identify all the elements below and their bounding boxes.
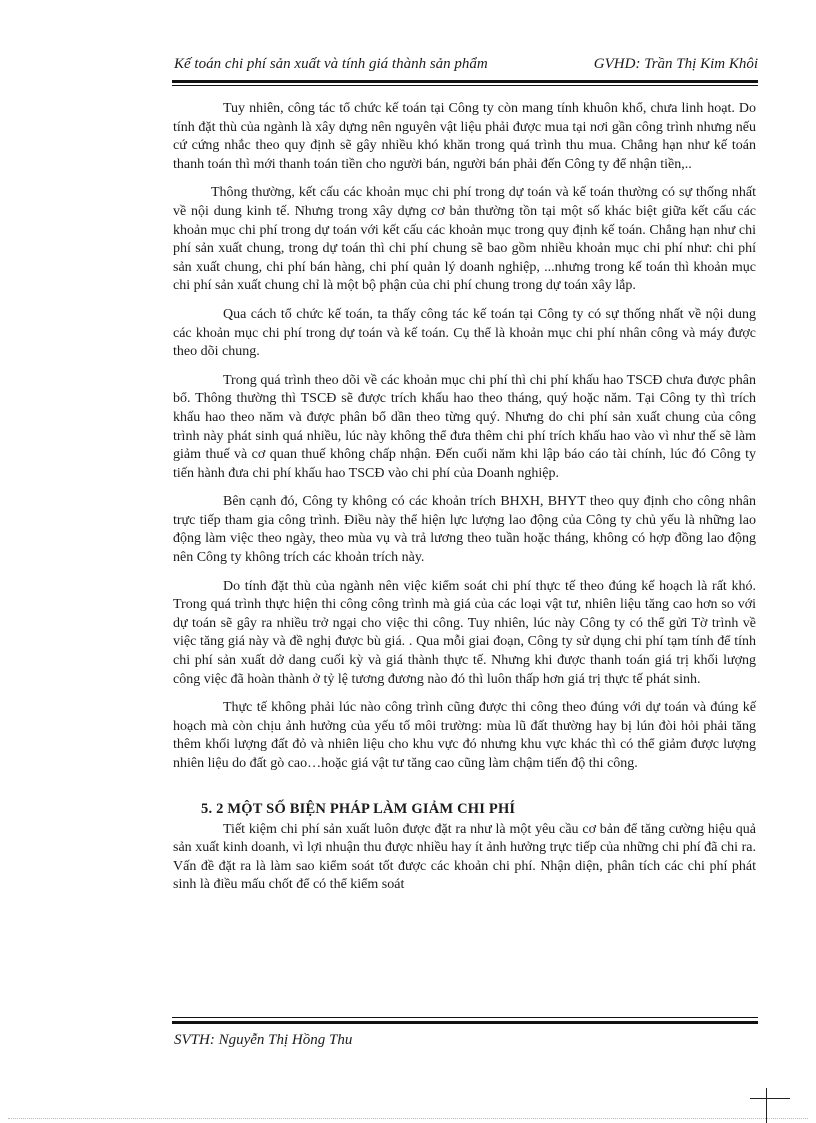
page-bottom-dotted-edge [8,1118,808,1120]
paragraph-3: Qua cách tổ chức kế toán, ta thấy công tác kế toán tại Công ty có sự thống nhất về nội dung các khoản mục chi phí trong dự toán và kế toán. Cụ thể là khoản mục chi phí nhân công và máy được theo dõi chung. [173,306,756,360]
section-heading: 5. 2 MỘT SỐ BIỆN PHÁP LÀM GIẢM CHI PHÍ [201,800,516,817]
paragraph-7: Thực tế không phải lúc nào công trình cũng được thi công theo đúng với dự toán và đúng kế hoạch mà còn chịu ảnh hưởng của yếu tố môi trường: mùa lũ đất thường hay bị lún đòi hỏi phải tăng thêm khối lượng đất đỏ và nhiên liệu cho khu vực đó nhưng khu vực khác thì có thể giảm được lượng nhiên liệu do đất gò cao…hoặc giá vật tư tăng cao cũng làm chậm tiến độ thi công. [173,700,756,771]
footer-rule-thick [172,1021,758,1024]
paragraph-1: Tuy nhiên, công tác tổ chức kế toán tại Công ty còn mang tính khuôn khổ, chưa linh hoạt. Do tính đặt thù của ngành là xây dựng nên nguyên vật liệu phải được mua tại nơi gần công trình nhưng nếu cứ cứng nhắc theo quy định sẽ gây nhiều khó khăn trong quá trình thu mua. Chẳng hạn như kế toán thanh toán thì mới thanh toán tiền cho người bán, người bán phải đến Công ty để nhận tiền,.. [173,101,756,172]
header-rule-thick [172,80,758,83]
paragraph-2: Thông thường, kết cấu các khoản mục chi phí trong dự toán và kế toán thường có sự thống nhất về nội dung kinh tế. Nhưng trong xây dựng cơ bản thường tồn tại một số khác biệt giữa kết cấu các khoản mục chi phí trong dự toán với kết cấu các khoản mục trong quy định kế toán. Chẳng hạn như chi phí sản xuất chung, trong dự toán thì chi phí chung sẽ bao gồm nhiều khoản mục chi phí như: chi phí sản xuất chung, chi phí bán hàng, chi phí quản lý doanh nghiệp, ...nhưng trong kế toán thì khoản mục chi phí sản xuất chung chỉ là một bộ phận của chi phí chung trong dự toán xây lắp. [173,185,756,294]
section-paragraph: Tiết kiệm chi phí sản xuất luôn được đặt ra như là một yêu cầu cơ bản để tăng cường hiệu quả sản xuất kinh doanh, vì lợi nhuận thu được nhiều hay ít ảnh hưởng trực tiếp của những chi phí đã chi ra. Vấn đề đặt ra là làm sao kiểm soát tốt được các khoản chi phí. Nhận diện, phân tích các chi phí phát sinh là điều mấu chốt để có thể kiểm soát [173,821,756,893]
paragraph-5: Bên cạnh đó, Công ty không có các khoản trích BHXH, BHYT theo quy định cho công nhân trực tiếp tham gia công trình. Điều này thể hiện lực lượng lao động của Công ty chủ yếu là những lao động làm việc theo ngày, theo mùa vụ và trả lương theo tuần hoặc tháng, không có hợp đồng lao động nên Công ty không trích các khoản trích này. [173,494,756,566]
page-corner-mark-horizontal [750,1098,790,1099]
page-header [172,56,758,78]
header-title: Kế toán chi phí sản xuất và tính giá thành sản phẩm [174,56,488,72]
paragraph-6: Do tính đặt thù của ngành nên việc kiểm soát chi phí thực tế theo đúng kế hoạch là rất khó. Trong quá trình thực hiện thi công công trình mà giá của các loại vật tư, nhiên liệu tăng cao hơn so với dự toán sẽ gây ra nhiều trở ngại cho việc thi công. Tuy nhiên, lúc này Công ty có thể gửi Tờ trình về việc tăng giá này và đề nghị được bù giá. . Qua mỗi giai đoạn, Công ty sử dụng chi phí tạm tính để tính chi phí sản xuất dở dang cuối kỳ và giá thành thực tế. Nhưng khi được thanh toán giá trị khối lượng công việc đã hoàn thành ở tỷ lệ tương đương nào đó thì luôn thấp hơn giá trị thực tế phát sinh. [173,578,756,687]
footer-author: SVTH: Nguyễn Thị Hồng Thu [174,1032,353,1048]
header-instructor: GVHD: Trần Thị Kim Khôi [593,56,758,72]
footer-rule-thin [172,1017,758,1018]
header-rule-thin [172,85,758,86]
page-body [173,100,756,905]
paragraph-4: Trong quá trình theo dõi về các khoản mục chi phí thì chi phí khấu hao TSCĐ chưa được phân bổ. Thông thường thì TSCĐ sẽ được trích khấu hao theo tháng, quý hoặc năm. Tại Công ty thì trích khấu hao theo năm và được phân bổ dần theo từng quý. Nhưng do chi phí sản xuất chung của công trình này phát sinh quá nhiều, lúc này không thể đưa thêm chi phí trích khấu hao vào vì như thế sẽ làm giảm thuế và cơ quan thuế không chấp nhận. Đến cuối năm khi lập báo cáo tài chính, lúc đó Công ty tiến hành đưa chi phí khấu hao TSCĐ vào chi phí của Doanh nghiệp. [173,372,756,481]
